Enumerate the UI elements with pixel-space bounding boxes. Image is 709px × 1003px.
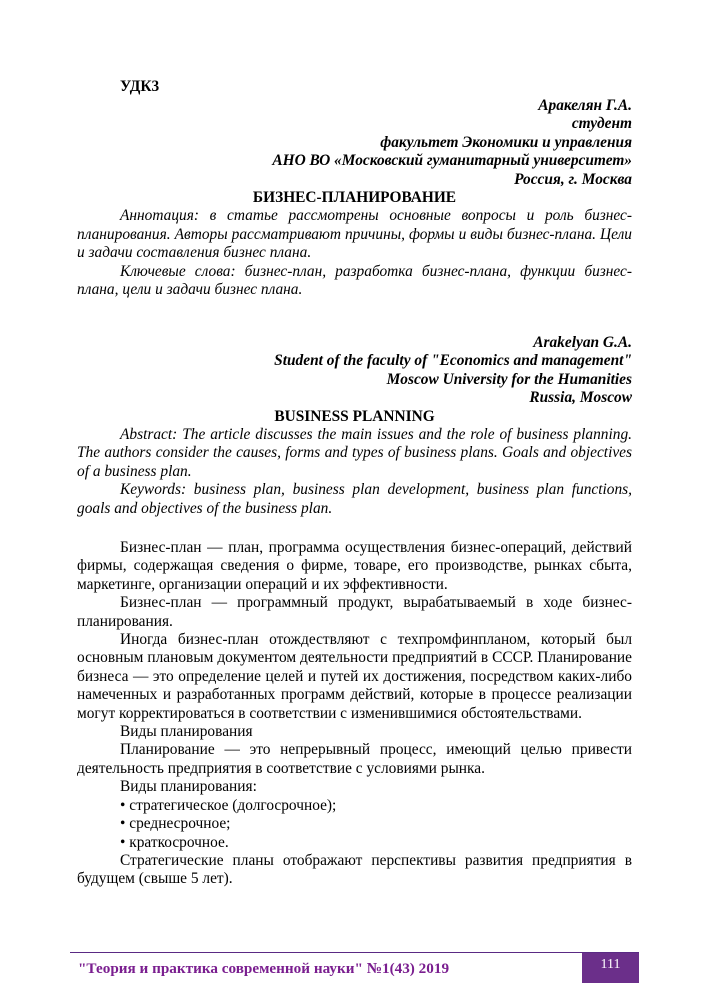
ru-abstract: Аннотация: в статье рассмотрены основные вопросы и роль бизнес-планирования. Авторы рассматривают причины, формы и виды бизнес-плана. Цели и задачи составления бизнес плана. — [77, 207, 632, 262]
body-paragraph-5: Планирование — это непрерывный процесс, имеющий целью привести деятельность предприятия в соответствие с условиями рынка. — [77, 741, 632, 777]
en-abstract: Abstract: The article discusses the main issues and the role of business planning. The authors consider the causes, forms and types of business plans. Goals and objectives of a business plan. — [77, 426, 632, 480]
en-author: Arakelyan G.A. — [533, 334, 632, 351]
list-item: • среднесрочное; — [120, 815, 231, 833]
body-paragraph-1: Бизнес-план — план, программа осуществления бизнес-операций, действий фирмы, содержащая сведения о фирме, товаре, его производстве, рынках сбыта, маркетинге, организации операций и их эффективности. — [77, 539, 632, 593]
en-title: BUSINESS PLANNING — [274, 407, 435, 425]
english-header — [77, 334, 632, 518]
ru-author: Аракелян Г.А. — [538, 97, 632, 114]
footer-divider — [70, 952, 639, 953]
ru-position: студент — [571, 115, 632, 133]
en-university: Moscow University for the Humanities — [386, 370, 632, 388]
ru-faculty: факультет Экономики и управления — [380, 133, 632, 151]
body-paragraph-3: Иногда бизнес-план отождествляют с техпромфинпланом, который был основным плановым документом деятельности предприятий в СССР. Планирование бизнеса — это определение целей и путей их достижения, посредством каких-либо намеченных и разработанных программ действий, которые в процессе реализации могут корректироваться в соответствии с изменившимися обстоятельствами. — [77, 631, 632, 722]
ru-university: АНО ВО «Московский гуманитарный университет» — [272, 152, 632, 170]
russian-header — [77, 97, 632, 299]
udk-code: УДК3 — [120, 78, 160, 95]
list-item: • стратегическое (долгосрочное); — [120, 796, 337, 814]
ru-keywords: Ключевые слова: бизнес-план, разработка бизнес-плана, функции бизнес-плана, цели и задачи бизнес плана. — [77, 262, 632, 299]
section-heading: Виды планирования — [120, 723, 253, 741]
page-number-badge: 111 — [582, 953, 639, 983]
body-paragraph-2: Бизнес-план — программный продукт, вырабатываемый в ходе бизнес-планирования. — [77, 594, 632, 630]
article-body — [77, 539, 632, 889]
list-heading: Виды планирования: — [120, 778, 257, 796]
ru-title: БИЗНЕС-ПЛАНИРОВАНИЕ — [252, 189, 457, 207]
list-item: • краткосрочное. — [120, 833, 229, 851]
journal-title: "Теория и практика современной науки" №1(43) 2019 — [78, 960, 450, 977]
en-position: Student of the faculty of "Economics and management" — [274, 352, 632, 370]
en-keywords: Keywords: business plan, business plan development, business plan functions, goals and objectives of the business plan. — [77, 481, 632, 517]
body-paragraph-7: Стратегические планы отображают перспективы развития предприятия в будущем (свыше 5 лет). — [77, 851, 632, 888]
en-location: Russia, Moscow — [529, 389, 632, 407]
ru-location: Россия, г. Москва — [514, 170, 632, 188]
